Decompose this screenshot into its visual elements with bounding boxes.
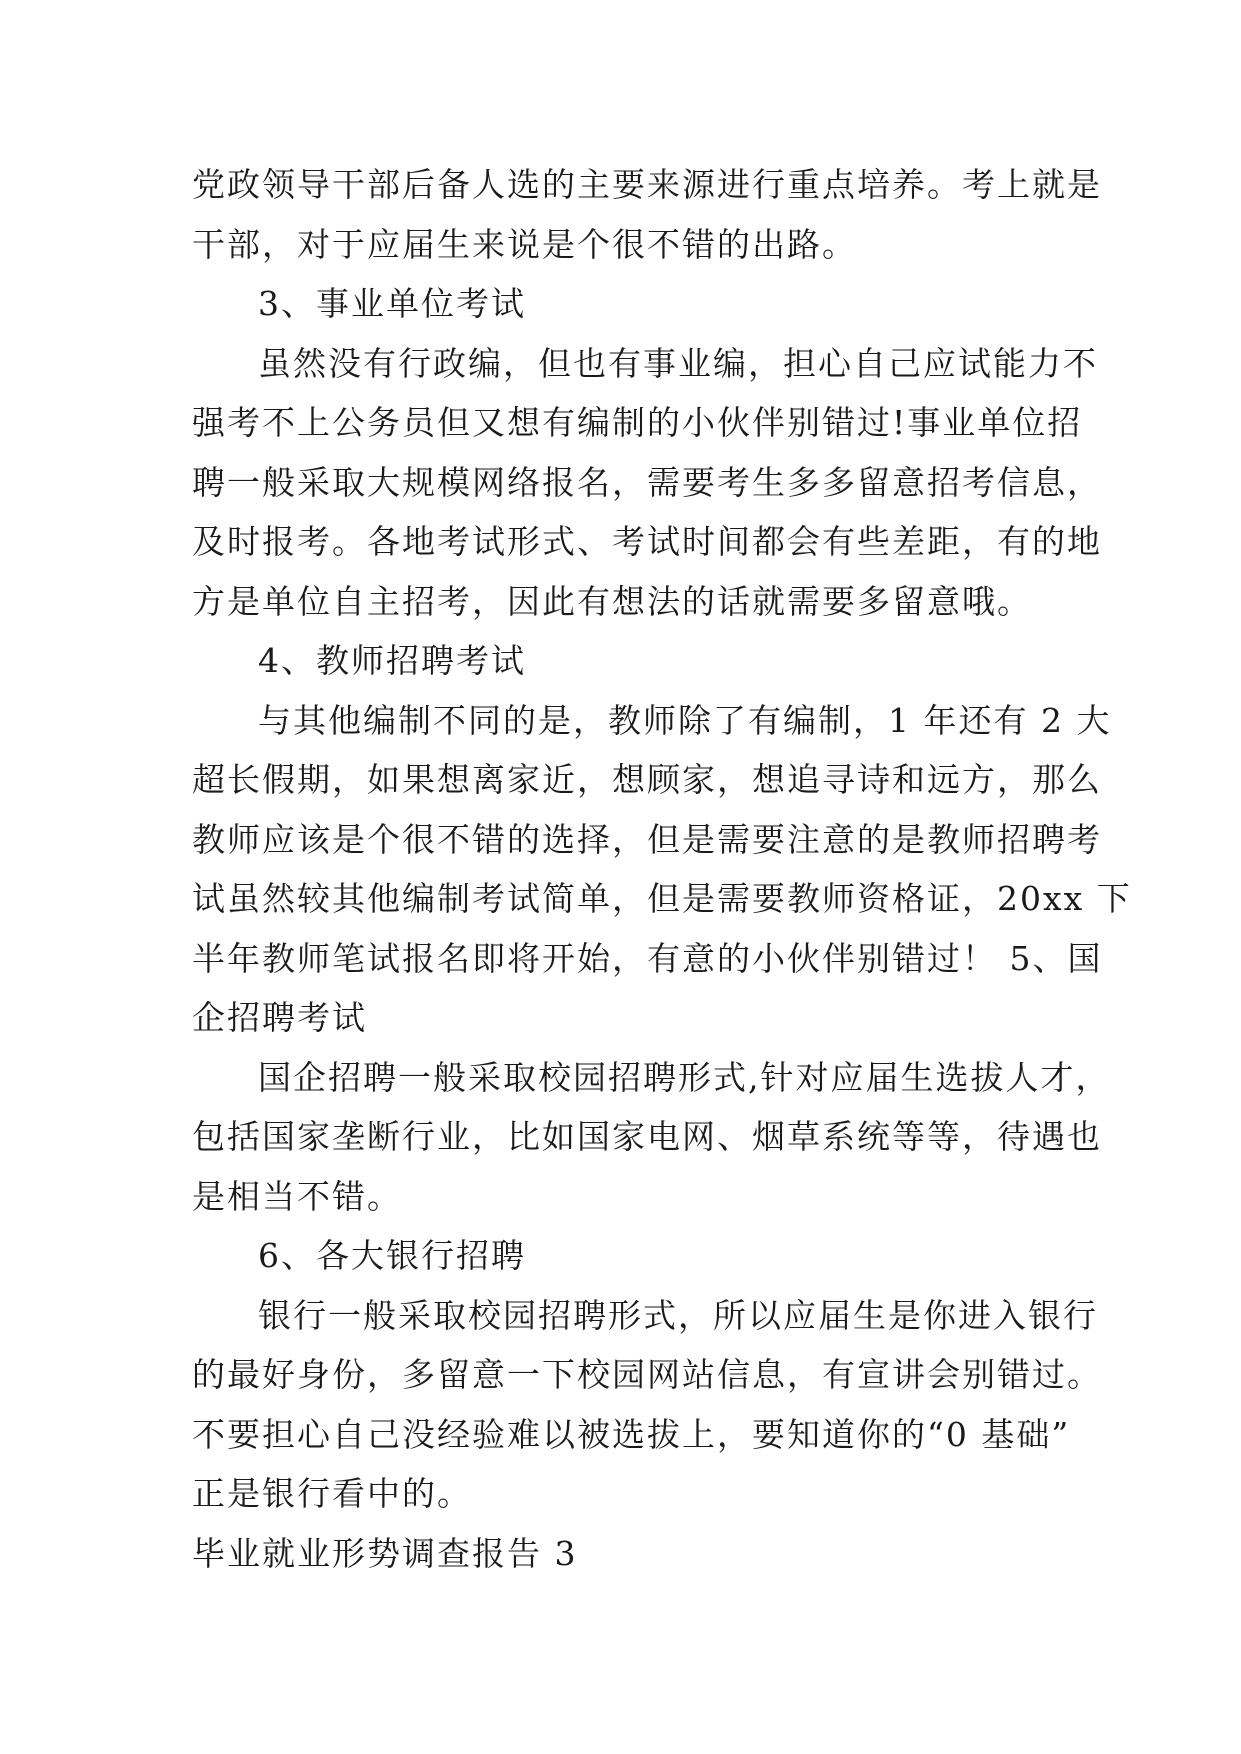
paragraph-line: 方是单位自主招考，因此有想法的话就需要多留意哦。 (192, 581, 1032, 621)
paragraph-line: 半年教师笔试报名即将开始，有意的小伙伴别错过！ 5、国 (192, 938, 1103, 978)
paragraph-line: 正是银行看中的。 (192, 1474, 472, 1513)
paragraph-line: 试虽然较其他编制考试简单，但是需要教师资格证，20xx 下 (192, 879, 1132, 918)
paragraph-line: 超长假期，如果想离家近，想顾家，想追寻诗和远方，那么 (192, 760, 1102, 799)
paragraph-line: 党政领导干部后备人选的主要来源进行重点培养。考上就是 (192, 165, 1102, 204)
paragraph-line: 不要担心自己没经验难以被选拔上，要知道你的“0 基础” (192, 1414, 1071, 1454)
paragraph-line-indented: 4、教师招聘考试 (258, 641, 526, 680)
paragraph-line-indented: 银行一般采取校园招聘形式，所以应届生是你进入银行 (258, 1295, 1098, 1335)
paragraph-line: 是相当不错。 (192, 1176, 402, 1216)
paragraph-line: 及时报考。各地考试形式、考试时间都会有些差距，有的地 (192, 522, 1102, 561)
paragraph-line: 的最好身份，多留意一下校园网站信息，有宣讲会别错过。 (192, 1355, 1102, 1394)
paragraph-line: 强考不上公务员但又想有编制的小伙伴别错过!事业单位招 (192, 403, 1083, 442)
paragraph-line-indented: 虽然没有行政编，但也有事业编，担心自己应试能力不 (258, 343, 1098, 383)
paragraph-line: 包括国家垄断行业，比如国家电网、烟草系统等等，待遇也 (192, 1117, 1102, 1156)
paragraph-line: 毕业就业形势调查报告 3 (192, 1533, 578, 1573)
paragraph-line: 企招聘考试 (192, 998, 367, 1037)
paragraph-line-indented: 6、各大银行招聘 (258, 1236, 526, 1275)
document-body (192, 155, 1132, 1583)
paragraph-line: 干部，对于应届生来说是个很不错的出路。 (192, 224, 857, 264)
paragraph-line: 教师应该是个很不错的选择，但是需要注意的是教师招聘考 (192, 819, 1102, 859)
paragraph-line-indented: 国企招聘一般采取校园招聘形式,针对应届生选拔人才， (258, 1057, 1111, 1097)
paragraph-line: 聘一般采取大规模网络报名，需要考生多多留意招考信息， (192, 462, 1102, 502)
paragraph-line-indented: 与其他编制不同的是，教师除了有编制，1 年还有 2 大 (258, 700, 1112, 740)
paragraph-line-indented: 3、事业单位考试 (258, 284, 526, 323)
